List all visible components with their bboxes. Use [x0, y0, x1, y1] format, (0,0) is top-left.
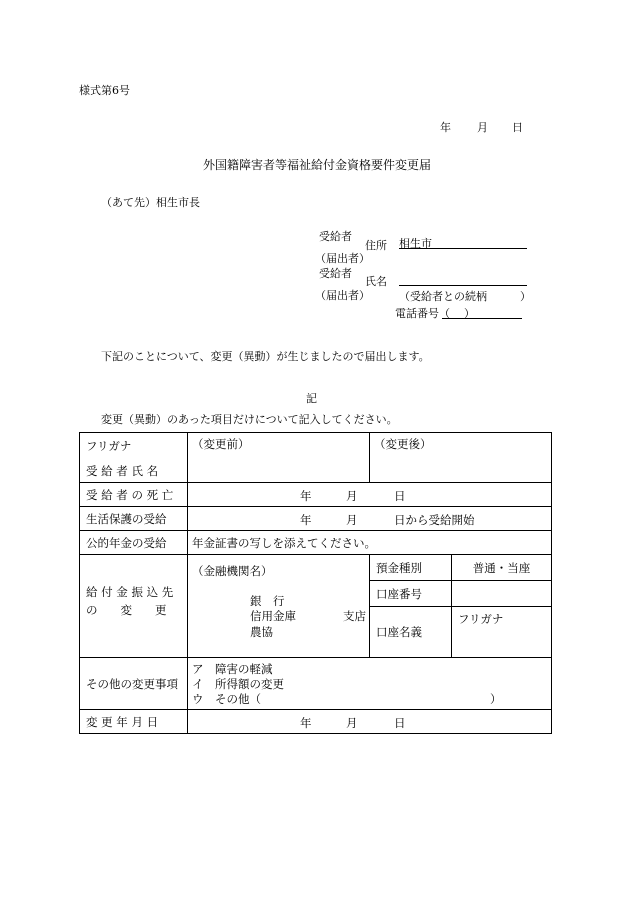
date-month: 月	[477, 121, 488, 134]
phone-field[interactable]	[442, 305, 522, 319]
other-changes-label: その他の変更事項	[80, 658, 188, 710]
account-name-label: 口座名義	[370, 607, 452, 658]
deposit-type-label: 預金種別	[370, 555, 452, 581]
change-day: 日	[394, 716, 406, 730]
form-number: 様式第6号	[79, 84, 130, 97]
other-i: イ 所得額の変更	[192, 677, 284, 691]
address-value: 相生市	[399, 237, 432, 250]
notifier-label-1: （届出者）	[315, 252, 370, 265]
notifier-label-2: （届出者）	[315, 289, 370, 302]
transfer-row-1	[80, 555, 552, 581]
pension-note: 年金証書の写しを添えてください。	[188, 531, 552, 555]
account-number-field[interactable]	[452, 581, 552, 607]
recipient-name-label: 受 給 者 氏 名	[86, 464, 159, 478]
address-label: 住所	[365, 239, 387, 252]
intro-text: 下記のことについて、変更（異動）が生じましたので届出します。	[101, 350, 430, 363]
transfer-label-1: 給 付 金 振 込 先	[86, 585, 174, 599]
welfare-row	[80, 507, 552, 531]
other-u: ウ その他（	[192, 692, 261, 706]
relationship-open: （受給者との続柄	[399, 290, 487, 303]
recipient-name-label-cell	[80, 433, 188, 483]
death-date-cell[interactable]	[188, 483, 552, 507]
death-month: 月	[346, 489, 358, 503]
death-row	[80, 483, 552, 507]
account-name-field[interactable]	[452, 607, 552, 658]
change-year: 年	[300, 716, 312, 730]
death-year: 年	[300, 489, 312, 503]
bank-label: 銀 行	[250, 594, 285, 608]
change-date-row	[80, 710, 552, 734]
name-label: 氏名	[365, 275, 387, 288]
date-year: 年	[440, 121, 451, 134]
ki-label: 記	[306, 392, 317, 405]
addressee: （あて先）相生市長	[101, 196, 200, 209]
recipient-label-1: 受給者	[319, 230, 352, 243]
welfare-year: 年	[300, 513, 312, 527]
transfer-label-2: の 変 更	[86, 603, 167, 617]
other-a: ア 障害の軽減	[192, 662, 273, 676]
welfare-label: 生活保護の受給	[80, 507, 188, 531]
agri-coop-label: 農協	[250, 625, 273, 639]
change-date-cell[interactable]	[188, 710, 552, 734]
recipient-name-row	[80, 433, 552, 483]
after-cell[interactable]	[370, 433, 552, 483]
institution-label: （金融機関名）	[192, 564, 273, 578]
welfare-date-cell[interactable]	[188, 507, 552, 531]
pension-label: 公的年金の受給	[80, 531, 188, 555]
change-date-label: 変 更 年 月 日	[80, 710, 188, 734]
institution-cell[interactable]	[188, 555, 370, 658]
instruction-text: 変更（異動）のあった項目だけについて記入してください。	[101, 413, 398, 426]
phone-close: ）	[464, 307, 475, 320]
account-furigana-label: フリガナ	[458, 612, 504, 626]
name-field[interactable]	[399, 272, 527, 286]
other-changes-cell[interactable]	[188, 658, 552, 710]
before-label: （変更前）	[192, 437, 250, 451]
deposit-type-value[interactable]: 普通・当座	[452, 555, 552, 581]
welfare-start: 日から受給開始	[394, 513, 475, 527]
furigana-label: フリガナ	[86, 439, 132, 453]
change-form-table	[79, 432, 552, 734]
address-field[interactable]	[399, 235, 527, 249]
before-cell[interactable]	[188, 433, 370, 483]
date-day: 日	[512, 121, 523, 134]
credit-union-label: 信用金庫	[250, 609, 296, 623]
after-label: （変更後）	[374, 437, 432, 451]
pension-row	[80, 531, 552, 555]
welfare-month: 月	[346, 513, 358, 527]
phone-label: 電話番号（	[395, 307, 450, 320]
form-title: 外国籍障害者等福祉給付金資格要件変更届	[203, 158, 432, 172]
transfer-label-cell	[80, 555, 188, 658]
account-number-label: 口座番号	[370, 581, 452, 607]
other-changes-row	[80, 658, 552, 710]
other-u-close: ）	[490, 692, 502, 706]
change-month: 月	[346, 716, 358, 730]
death-label: 受 給 者 の 死 亡	[80, 483, 188, 507]
relationship-close: ）	[520, 290, 531, 303]
death-day: 日	[394, 489, 406, 503]
branch-label: 支店	[343, 609, 366, 623]
recipient-label-2: 受給者	[319, 267, 352, 280]
